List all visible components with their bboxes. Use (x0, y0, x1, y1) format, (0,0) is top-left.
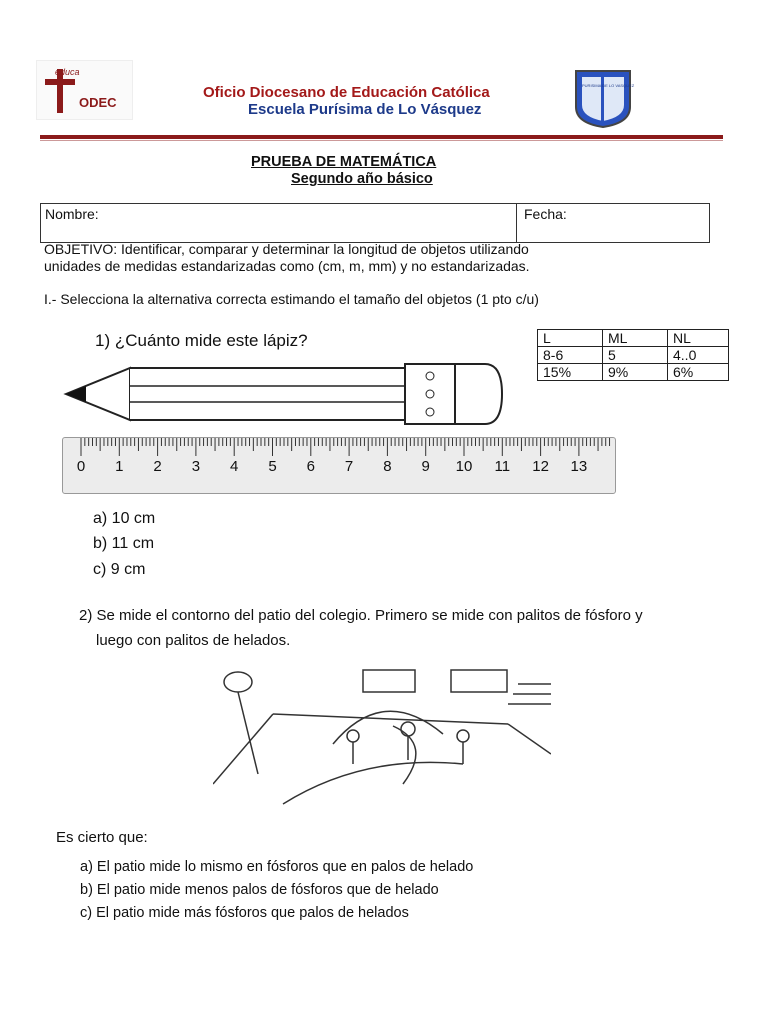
q2-option-c[interactable]: c) El patio mide más fósforos que palos de helados (80, 905, 409, 921)
q2-option-b[interactable]: b) El patio mide menos palos de fósforos que de helado (80, 882, 439, 898)
section-instruction: I.- Selecciona la alternativa correcta estimando el tamaño del objetos (1 pto c/u) (44, 291, 539, 307)
table-cell: 9% (603, 364, 668, 381)
ruler-label: 2 (153, 458, 162, 475)
table-cell: NL (668, 330, 729, 347)
question-2-line-1: 2) Se mide el contorno del patio del colegio. Primero se mide con palitos de fósforo y (79, 607, 643, 624)
ruler-label: 9 (421, 458, 430, 475)
table-row (538, 330, 729, 347)
school-logo-odec (36, 60, 133, 120)
table-cell: 5 (603, 347, 668, 364)
ruler-label: 12 (532, 458, 549, 475)
table-cell: 8-6 (538, 347, 603, 364)
ruler (62, 437, 616, 494)
table-row (538, 347, 729, 364)
ruler-label: 5 (268, 458, 277, 475)
ruler-label: 11 (494, 458, 511, 475)
ruler-label: 10 (455, 458, 473, 475)
logo-top-text: educa (55, 67, 80, 77)
ruler-label: 13 (570, 458, 588, 475)
header-divider (40, 135, 723, 139)
school-name: Escuela Purísima de Lo Vásquez (248, 101, 482, 118)
ruler-label: 7 (344, 458, 354, 475)
pencil-illustration (60, 358, 510, 428)
ruler-label: 0 (76, 458, 86, 475)
q1-option-b[interactable]: b) 11 cm (93, 535, 155, 552)
objective (44, 241, 724, 275)
question-1: 1) ¿Cuánto mide este lápiz? (95, 331, 308, 350)
test-title: PRUEBA DE MATEMÁTICA (251, 154, 437, 170)
levels-table (537, 329, 729, 381)
org-name: Oficio Diocesano de Educación Católica (203, 84, 490, 101)
shield-text: PURISIMA DE LO VASQUEZ (582, 83, 635, 88)
objective-line-1: OBJETIVO: Identificar, comparar y determinar la longitud de objetos utilizando (44, 241, 529, 257)
table-cell: 15% (538, 364, 603, 381)
table-cell: 4..0 (668, 347, 729, 364)
schoolyard-illustration (213, 664, 551, 814)
q1-option-a[interactable]: a) 10 cm (93, 510, 156, 527)
q1-option-c[interactable]: c) 9 cm (93, 561, 146, 578)
table-cell: L (538, 330, 603, 347)
objective-line-2: unidades de medidas estandarizadas como (cm, m, mm) y no estandarizadas. (44, 258, 530, 274)
school-shield-logo (574, 69, 635, 129)
logo-text: ODEC (79, 95, 117, 110)
ruler-label: 1 (115, 458, 124, 475)
name-label: Nombre: (45, 206, 99, 222)
table-row (538, 364, 729, 381)
ruler-tick-marks (63, 438, 615, 460)
ruler-label: 3 (191, 458, 201, 475)
question-2 (79, 603, 643, 653)
question-2-line-2: luego con palitos de helados. (96, 632, 291, 649)
q2-option-a[interactable]: a) El patio mide lo mismo en fósforos que en palos de helado (80, 859, 474, 875)
ruler-label: 4 (230, 458, 239, 475)
table-cell: ML (603, 330, 668, 347)
name-date-box (40, 203, 710, 243)
table-cell: 6% (668, 364, 729, 381)
ruler-label: 6 (306, 458, 315, 475)
header-divider-thin (40, 140, 723, 141)
ruler-label: 8 (383, 458, 392, 475)
test-grade: Segundo año básico (291, 171, 433, 187)
statement-lead: Es cierto que: (56, 829, 148, 846)
date-label: Fecha: (524, 206, 567, 222)
